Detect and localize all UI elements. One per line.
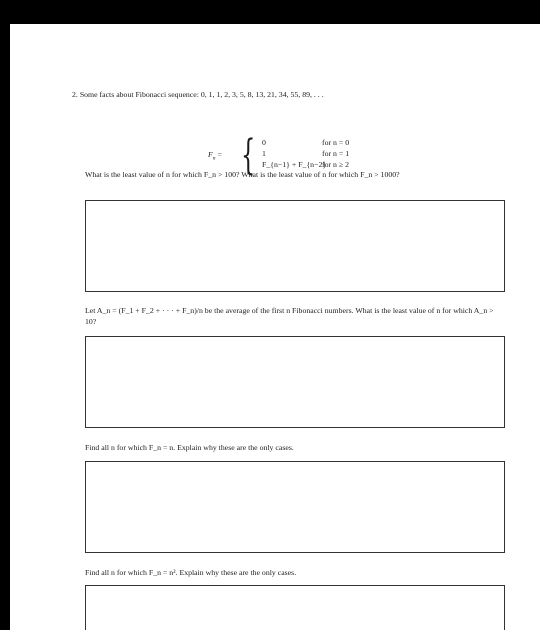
left-edge-bar	[0, 24, 10, 630]
part-d-prompt: Find all n for which F_n = n². Explain why these are the only cases.	[85, 568, 297, 577]
question-number: 2.	[72, 90, 78, 99]
question-intro	[72, 90, 324, 99]
left-brace: {	[241, 131, 256, 179]
definition-value: 1	[262, 149, 266, 158]
definition-condition: for n = 1	[322, 149, 350, 158]
document-page	[10, 24, 540, 630]
definition-value: F_{n−1} + F_{n−2}	[262, 160, 327, 169]
definition-row	[262, 138, 432, 149]
part-b-answer-box[interactable]	[85, 336, 505, 428]
definition-row	[262, 149, 432, 160]
part-c-prompt: Find all n for which F_n = n. Explain why these are the only cases.	[85, 443, 294, 452]
top-bar	[0, 0, 540, 24]
part-a-answer-box[interactable]	[85, 200, 505, 292]
part-a-prompt: What is the least value of n for which F_n > 100? What is the least value of n for which F_n > 1000?	[85, 170, 400, 179]
part-d-answer-box[interactable]	[85, 585, 505, 630]
part-b-prompt: Let A_n = (F_1 + F_2 + · · · + F_n)/n be the average of the first n Fibonacci numbers. What is the least value of n for which A_n > 10?	[85, 306, 494, 326]
part-c-answer-box[interactable]	[85, 461, 505, 553]
definition-value: 0	[262, 138, 266, 147]
question-intro-text: Some facts about Fibonacci sequence: 0, 1, 1, 2, 3, 5, 8, 13, 21, 34, 55, 89, . . .	[79, 90, 324, 99]
definition-condition: for n ≥ 2	[322, 160, 350, 169]
definition-lhs: $F_n$ =	[208, 150, 222, 162]
definition-condition: for n = 0	[322, 138, 350, 147]
